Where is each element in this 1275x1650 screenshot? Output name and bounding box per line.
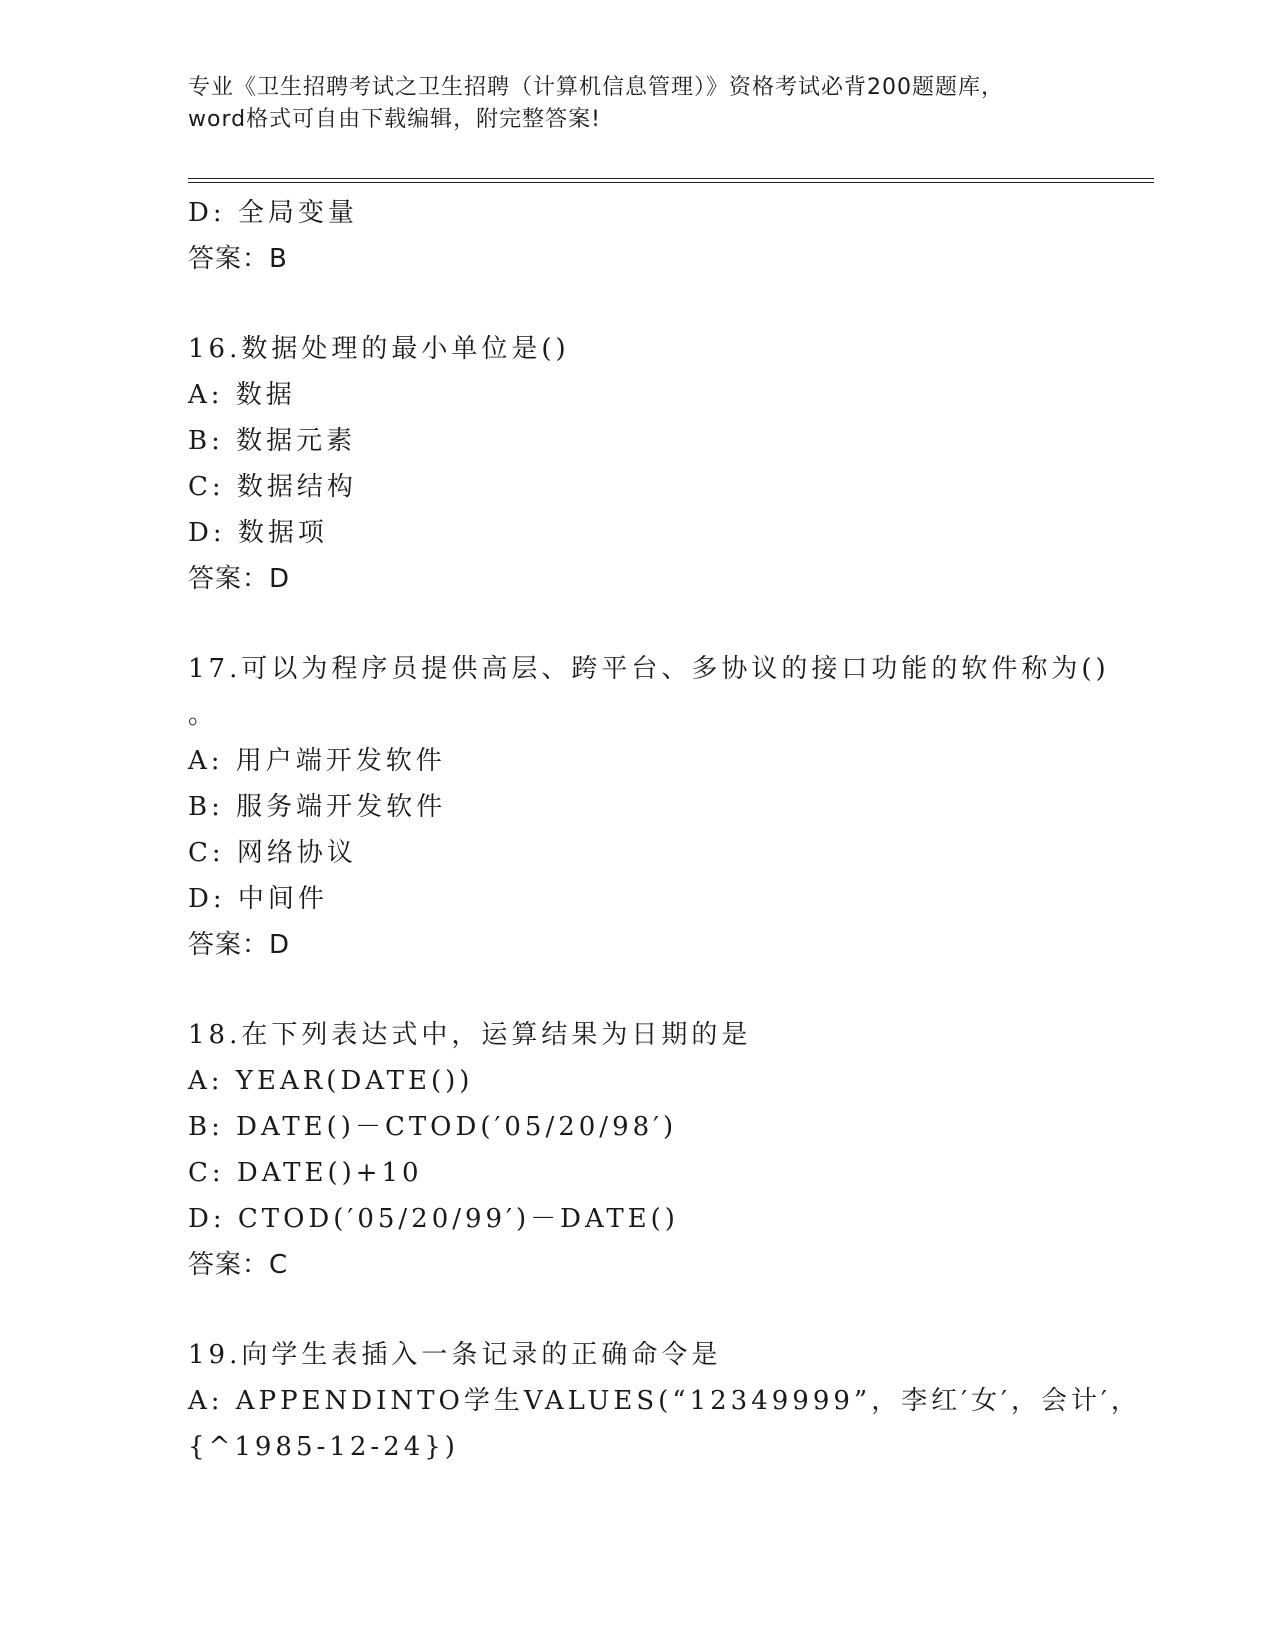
question-text: 18.在下列表达式中，运算结果为日期的是 [188, 1020, 752, 1050]
option-a: A: APPENDINTO学生VALUES(“12349999”，李红′女′，会计′， [188, 1386, 1141, 1416]
spacer [188, 282, 1088, 326]
answer: 答案：D [188, 930, 291, 960]
option-c: C: DATE()+10 [188, 1158, 423, 1188]
header-divider [188, 178, 1154, 183]
question-text: 19.向学生表插入一条记录的正确命令是 [188, 1340, 722, 1370]
question-text: 17.可以为程序员提供高层、跨平台、多协议的接口功能的软件称为() [188, 654, 1110, 684]
question-15 [188, 190, 1088, 282]
option-b: B: 数据元素 [188, 426, 357, 456]
question-text: 16.数据处理的最小单位是() [188, 334, 570, 364]
question-18 [188, 1012, 1088, 1288]
option-a: A: 数据 [188, 380, 296, 410]
question-16 [188, 326, 1088, 602]
question-text-continuation: 。 [188, 700, 215, 730]
question-list [188, 190, 1141, 1470]
answer: 答案：C [188, 1250, 289, 1280]
header-title-line-1: 专业《卫生招聘考试之卫生招聘（计算机信息管理）》资格考试必背200题题库， [188, 75, 1004, 100]
spacer [188, 602, 1088, 646]
header-title-line-2: word格式可自由下载编辑，附完整答案! [188, 107, 601, 132]
document-header [188, 72, 1088, 136]
option-d: D: 中间件 [188, 884, 328, 914]
option-d: D: CTOD(′05/20/99′)－DATE() [188, 1204, 679, 1234]
question-19 [188, 1332, 1141, 1470]
option-a: A: 用户端开发软件 [188, 746, 446, 776]
option-a: A: YEAR(DATE()) [188, 1066, 474, 1096]
option-d: D: 全局变量 [188, 198, 358, 228]
spacer [188, 968, 1088, 1012]
option-c: C: 数据结构 [188, 472, 357, 502]
option-d: D: 数据项 [188, 518, 328, 548]
option-a-continuation: {^1985-12-24}) [188, 1432, 459, 1462]
option-b: B: DATE()－CTOD(′05/20/98′) [188, 1112, 678, 1142]
option-c: C: 网络协议 [188, 838, 357, 868]
answer: 答案：B [188, 244, 288, 274]
spacer [188, 1288, 1088, 1332]
question-17 [188, 646, 1110, 968]
option-b: B: 服务端开发软件 [188, 792, 447, 822]
answer: 答案：D [188, 564, 291, 594]
